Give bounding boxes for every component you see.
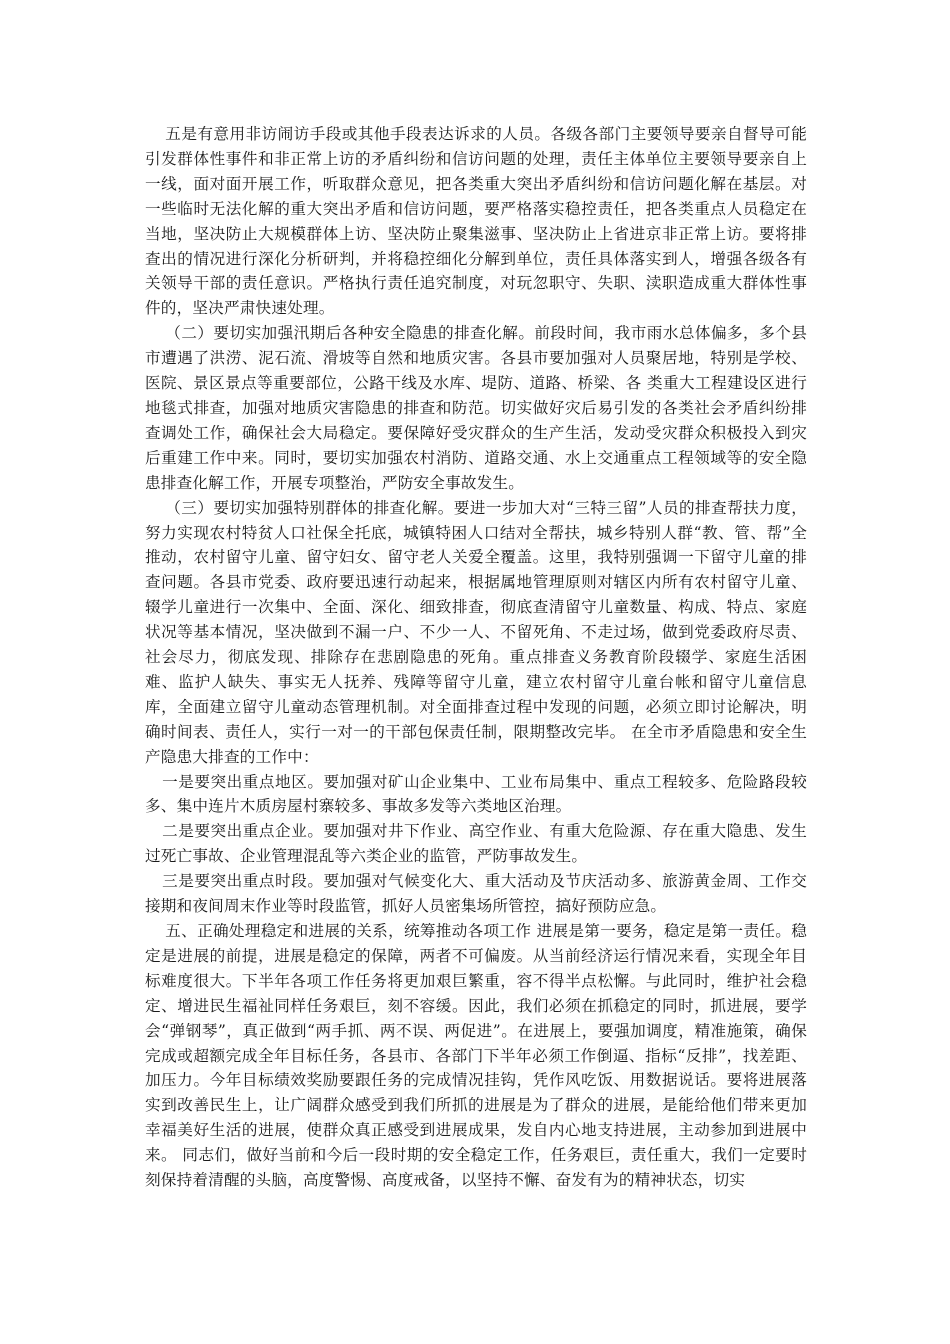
paragraph-special-groups: （三）要切实加强特别群体的排查化解。要进一步加大对“三特三留”人员的排查帮扶力度，努力实现农村特贫人口社保全托底，城镇特困人口结对全帮扶，城乡特别人群“教、管、帮”全推动，农村留守儿童、留守妇女、留守老人关爱全覆盖。这里，我特别强调一下留守儿童的排查问题。各县市党委、政府要迅速行动起来，根据属地管理原则对辖区内所有农村留守儿童、辍学儿童进行一次集中、全面、深化、细致排查，彻底查清留守儿童数量、构成、特点、家庭状况等基本情况，坚决做到不漏一户、不少一人、不留死角、不走过场，做到党委政府尽责、社会尽力，彻底发现、排除存在悲剧隐患的死角。重点排查义务教育阶段辍学、家庭生活困难、监护人缺失、事实无人抚养、残障等留守儿童，建立农村留守儿童台帐和留守儿童信息库，全面建立留守儿童动态管理机制。对全面排查过程中发现的问题，必须立即讨论解决，明确时间表、责任人，实行一对一的干部包保责任制，限期整改完毕。 在全市矛盾隐患和安全生产隐患大排查的工作中：	[145, 498, 807, 766]
paragraph-key-enterprises: 二是要突出重点企业。要加强对井下作业、高空作业、有重大危险源、存在重大隐患、发生过死亡事故、企业管理混乱等六类企业的监管，严防事故发生。	[145, 822, 807, 866]
paragraph-key-areas: 一是要突出重点地区。要加强对矿山企业集中、工业布局集中、重点工程较多、危险路段较多、集中连片木质房屋村寨较多、事故多发等六类地区治理。	[145, 772, 807, 816]
paragraph-flood-hazards: （二）要切实加强汛期后各种安全隐患的排查化解。前段时间，我市雨水总体偏多，多个县市遭遇了洪涝、泥石流、滑坡等自然和地质灾害。各县市要加强对人员聚居地，特别是学校、医院、景区景点等重要部位，公路干线及水库、堤防、道路、桥梁、各 类重大工程建设区进行地毯式排查，加强对地质灾害隐患的排查和防范。切实做好灾后易引发的各类社会矛盾纠纷排查调处工作，确保社会大局稳定。要保障好受灾群众的生产生活，发动受灾群众积极投入到灾后重建工作中来。同时，要切实加强农村消防、道路交通、水上交通重点工程领域等的安全隐患排查化解工作，开展专项整治，严防安全事故发生。	[145, 324, 807, 492]
paragraph-key-persons: 五是有意用非访闹访手段或其他手段表达诉求的人员。各级各部门主要领导要亲自督导可能引发群体性事件和非正常上访的矛盾纠纷和信访问题的处理，责任主体单位主要领导要亲自上一线，面对面开展工作，听取群众意见，把各类重大突出矛盾纠纷和信访问题化解在基层。对一些临时无法化解的重大突出矛盾和信访问题，要严格落实稳控责任，把各类重点人员稳定在当地，坚决防止大规模群体上访、坚决防止聚集滋事、坚决防止上省进京非正常上访。要将排查出的情况进行深化分析研判，并将稳控细化分解到单位，责任具体落实到人，增强各级各有关领导干部的责任意识。严格执行责任追究制度，对玩忽职守、失职、渎职造成重大群体性事件的，坚决严肃快速处理。	[145, 125, 807, 318]
paragraph-stability-development: 五、正确处理稳定和进展的关系，统筹推动各项工作 进展是第一要务，稳定是第一责任。稳定是进展的前提，进展是稳定的保障，两者不可偏废。从当前经济运行情况来看，实现全年目标难度很大。下半年各项工作任务将更加艰巨繁重，容不得半点松懈。与此同时，维护社会稳定、增进民生福祉同样任务艰巨，刻不容缓。因此，我们必须在抓稳定的同时，抓进展，要学会“弹钢琴”，真正做到“两手抓、两不误、两促进”。在进展上，要强加调度，精准施策，确保完成或超额完成全年目标任务，各县市、各部门下半年必须工作倒逼、指标“反排”，找差距、加压力。今年目标绩效奖励要跟任务的完成情况挂钩，凭作风吃饭、用数据说话。要将进展落实到改善民生上，让广阔群众感受到我们所抓的进展是为了群众的进展，是能给他们带来更加 幸福美好生活的进展，使群众真正感受到进展成果，发自内心地支持进展，主动参加到进展中来。 同志们，做好当前和今后一段时期的安全稳定工作，任务艰巨，责任重大，我们一定要时刻保持着清醒的头脑，高度警惕、高度戒备，以坚持不懈、奋发有为的精神状态，切实	[145, 922, 807, 1190]
document-body	[145, 122, 807, 1193]
paragraph-key-periods: 三是要突出重点时段。要加强对气候变化大、重大活动及节庆活动多、旅游黄金周、工作交接期和夜间周末作业等时段监管，抓好人员密集场所管控，搞好预防应急。	[145, 872, 807, 916]
